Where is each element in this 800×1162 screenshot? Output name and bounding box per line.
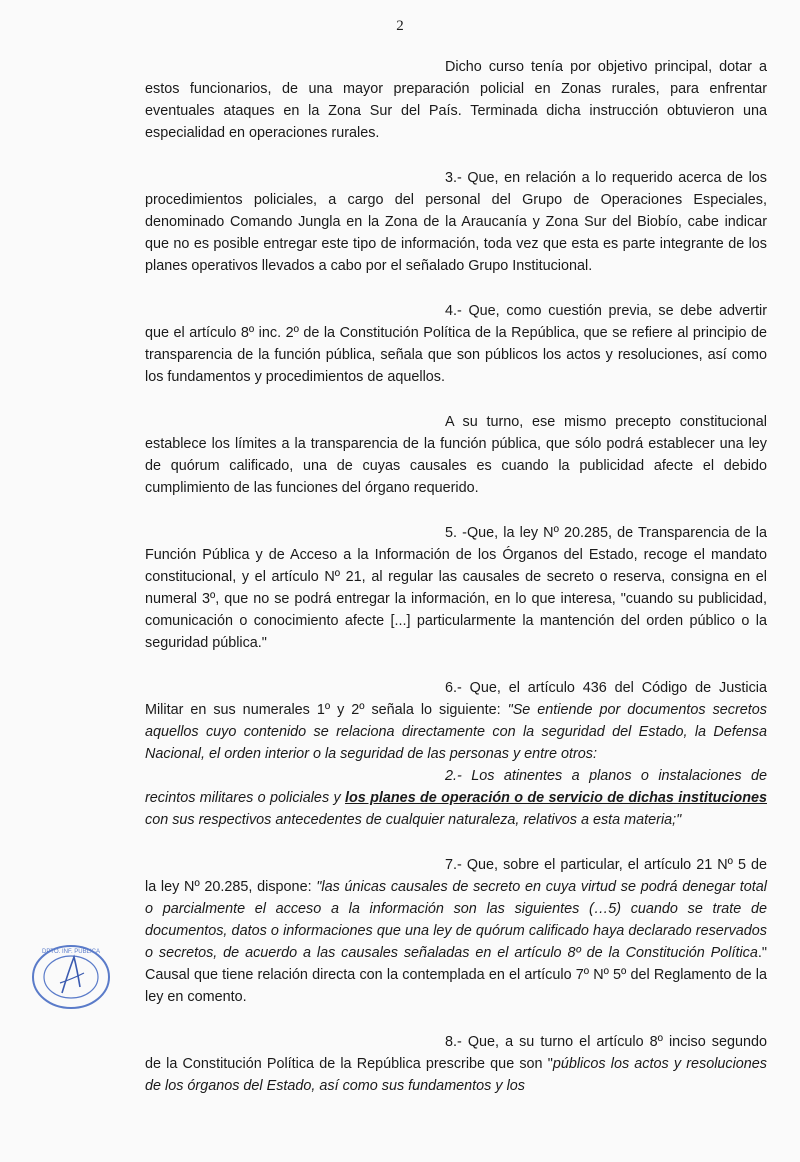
page-number: 2 bbox=[396, 18, 404, 34]
paragraph-4b-text: A su turno, ese mismo precepto constitucional establece los límites a la transparencia de la función pública, que sólo podrá establecer una ley de quórum calificado, una de cuyas causales es cuando la publicidad afecte el debido cumplimiento de las funciones del órgano requerido. bbox=[145, 414, 767, 496]
paragraph-7-tail: ." Causal que tiene relación directa con la contemplada en el artículo 7º Nº 5º del Reglamento de la ley en comento. bbox=[145, 945, 767, 1005]
stamp-seal bbox=[30, 943, 112, 1011]
paragraph-6 bbox=[145, 677, 767, 831]
paragraph-3-text: 3.- Que, en relación a lo requerido acerca de los procedimientos policiales, a cargo del personal del Grupo de Operaciones Especiales, denominado Comando Jungla en la Zona de la Araucanía y Zona Sur del Biobío, cabe indicar que no es posible entregar este tipo de información, toda vez que esta es parte integrante de los planes operativos llevados a cabo por el señalado Grupo Institucional. bbox=[145, 170, 767, 274]
paragraph-7 bbox=[145, 854, 767, 1008]
stamp-text: DPTO. INF. PÚBLICA bbox=[42, 949, 100, 955]
paragraph-1-text: Dicho curso tenía por objetivo principal, dotar a estos funcionarios, de una mayor preparación policial en Zonas rurales, para enfrentar eventuales ataques en la Zona Sur del País. Terminada dicha instrucción obtuvieron una especialidad en operaciones rurales. bbox=[145, 59, 767, 141]
paragraph-7-intro: 7.- Que, sobre el particular, el artículo 21 Nº 5 de la ley Nº 20.285, dispone: bbox=[145, 857, 767, 895]
paragraph-8 bbox=[145, 1031, 767, 1097]
paragraph-6-tail: con sus respectivos antecedentes de cualquier naturaleza, relativos a esta materia;" bbox=[145, 812, 682, 828]
paragraph-6-intro: 6.- Que, el artículo 436 del Código de Justicia Militar en sus numerales 1º y 2º señala lo siguiente: bbox=[145, 680, 767, 718]
paragraph-5 bbox=[145, 522, 767, 654]
paragraph-4-text: 4.- Que, como cuestión previa, se debe advertir que el artículo 8º inc. 2º de la Constitución Política de la República, que se refiere al principio de transparencia de la función pública, señala que son públicos los actos y resoluciones, así como los fundamentos y procedimientos de aquellos. bbox=[145, 303, 767, 385]
paragraph-1 bbox=[145, 56, 767, 144]
paragraph-4b bbox=[145, 411, 767, 499]
paragraph-6-quote: "Se entiende por documentos secretos aquellos cuyo contenido se relaciona directamente con la seguridad del Estado, la Defensa Nacional, el orden interior o la seguridad de las personas y entre otros: bbox=[145, 702, 767, 762]
paragraph-8-intro: 8.- Que, a su turno el artículo 8º inciso segundo de la Constitución Política de la República prescribe que son " bbox=[145, 1034, 767, 1072]
paragraph-8-quote: públicos los actos y resoluciones de los órganos del Estado, así como sus fundamentos y los bbox=[145, 1056, 767, 1094]
document-body bbox=[145, 56, 767, 1120]
paragraph-5-text: 5. -Que, la ley Nº 20.285, de Transparencia de la Función Pública y de Acceso a la Información de los Órganos del Estado, recoge el mandato constitucional, y el artículo Nº 21, al regular las causales de secreto o reserva, consigna en el numeral 3º, que no se podrá entregar la información, en lo que interesa, "cuando su publicidad, comunicación o conocimiento afecte [...] particularmente la mantención del orden público o la seguridad pública." bbox=[145, 525, 767, 651]
paragraph-4 bbox=[145, 300, 767, 388]
paragraph-6-underlined: los planes de operación o de servicio de dichas instituciones bbox=[344, 790, 767, 806]
paragraph-6-item: 2.- Los atinentes a planos o instalaciones de recintos militares o policiales y bbox=[145, 768, 767, 806]
paragraph-3 bbox=[145, 167, 767, 277]
paragraph-7-quote: "las únicas causales de secreto en cuya virtud se podrá denegar total o parcialmente el acceso a la información son las siguientes (…5) cuando se trate de documentos, datos o informaciones que una ley de quórum calificado haya declarado reservados o secretos, de acuerdo a las causales señaladas en el artículo 8º de la Constitución Política bbox=[145, 879, 767, 961]
